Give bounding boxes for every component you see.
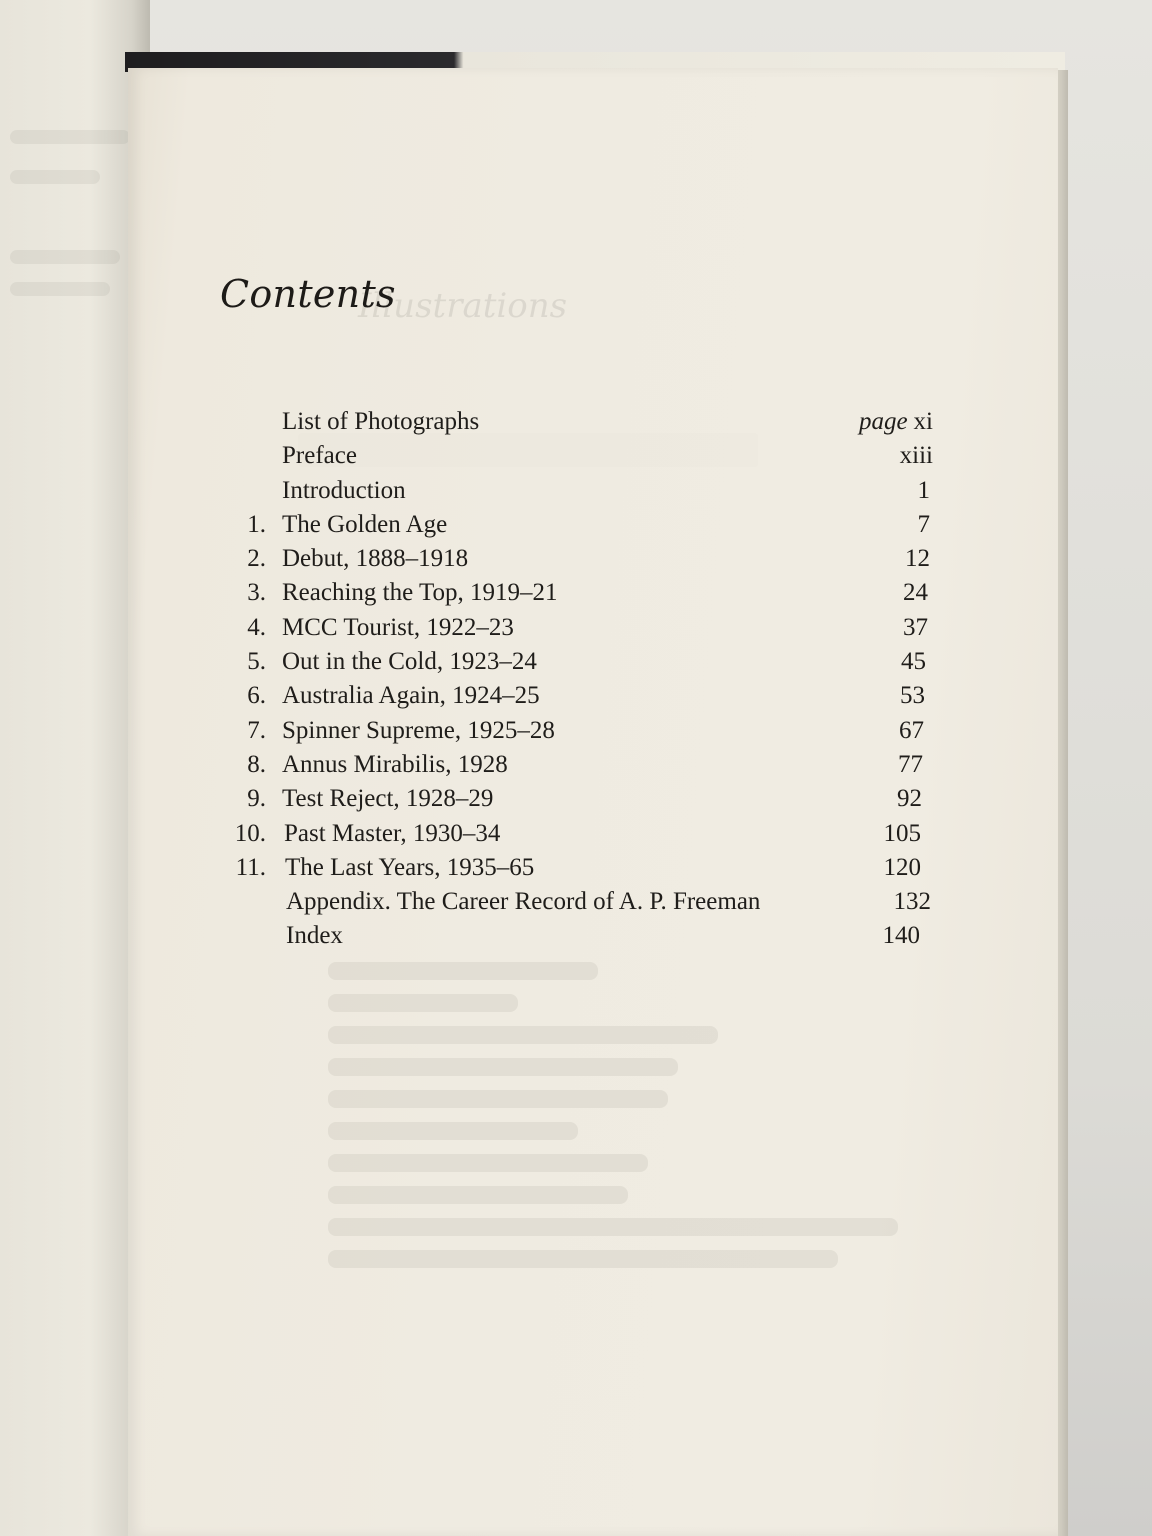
entry-page-number: 105 <box>883 819 921 847</box>
entry-page-number: 45 <box>901 648 926 676</box>
entry-title: Out in the Cold, 1923–24 <box>282 648 537 676</box>
entry-page-number: 7 <box>917 510 930 538</box>
toc-entry <box>226 542 938 576</box>
chapter-number: 9. <box>247 785 266 813</box>
entry-title: Spinner Supreme, 1925–28 <box>282 716 555 744</box>
entry-title: Appendix. The Career Record of A. P. Freeman <box>286 888 761 916</box>
entry-page-number: 140 <box>882 922 920 950</box>
toc-entry <box>226 439 938 473</box>
toc-entry <box>226 748 938 782</box>
facing-page-bleed <box>10 170 100 184</box>
entry-page-number: 120 <box>883 853 921 881</box>
entry-page-number: xi <box>913 408 933 435</box>
entry-page-number: 12 <box>905 545 930 573</box>
toc-entry <box>226 474 938 508</box>
page-word: page <box>858 408 908 435</box>
toc-entry <box>226 782 938 816</box>
chapter-number: 3. <box>247 579 266 607</box>
entry-title: Reaching the Top, 1919–21 <box>282 579 558 607</box>
chapter-number: 5. <box>247 648 266 676</box>
chapter-number: 1. <box>247 510 266 538</box>
entry-page-number: 77 <box>898 750 923 778</box>
entry-title: Annus Mirabilis, 1928 <box>282 750 508 778</box>
show-through-lines <box>238 948 858 1282</box>
entry-page-number: 132 <box>893 888 931 916</box>
entry-title: The Golden Age <box>282 510 448 538</box>
toc-entry <box>226 817 938 851</box>
toc-entry <box>226 405 938 439</box>
entry-title: The Last Years, 1935–65 <box>285 853 535 881</box>
toc-entry <box>226 714 938 748</box>
contents-title: Contents <box>220 272 396 316</box>
facing-page-bleed <box>10 250 120 264</box>
entry-page-number: 92 <box>897 785 922 813</box>
chapter-number: 7. <box>247 716 266 744</box>
toc-entry <box>226 508 938 542</box>
toc-entry <box>226 576 938 610</box>
entry-title: Test Reject, 1928–29 <box>282 785 494 813</box>
chapter-number: 10. <box>234 819 266 847</box>
toc-entry <box>226 611 938 645</box>
entry-page-number: 53 <box>900 682 925 710</box>
entry-title: Preface <box>282 442 357 470</box>
facing-page-bleed <box>10 282 110 296</box>
entry-title: List of Photographs <box>282 408 480 435</box>
entry-page-number: 24 <box>903 579 928 607</box>
entry-page <box>859 405 933 439</box>
toc-entry <box>226 645 938 679</box>
entry-title: MCC Tourist, 1922–23 <box>282 613 514 641</box>
chapter-number: 11. <box>235 853 266 881</box>
toc-entry <box>226 885 938 919</box>
facing-page-bleed <box>10 130 130 144</box>
entry-title: Past Master, 1930–34 <box>284 819 501 847</box>
entry-page-number: 67 <box>899 716 924 744</box>
chapter-number: 6. <box>247 682 266 710</box>
entry-title: Australia Again, 1924–25 <box>282 682 540 710</box>
toc-entry <box>226 851 938 885</box>
entry-page-number: 1 <box>917 476 930 504</box>
entry-page-number: 37 <box>903 613 928 641</box>
chapter-number: 4. <box>247 613 266 641</box>
chapter-number: 8. <box>247 750 266 778</box>
entry-title: Introduction <box>282 476 406 504</box>
entry-title: Index <box>286 922 343 950</box>
toc-entry <box>226 679 938 713</box>
show-through-text: Illustrations <box>358 286 568 326</box>
entry-title: Debut, 1888–1918 <box>282 545 469 573</box>
entry-page-number: xiii <box>899 442 933 470</box>
chapter-number: 2. <box>247 545 266 573</box>
table-of-contents <box>226 405 938 954</box>
toc-entry <box>226 919 938 953</box>
